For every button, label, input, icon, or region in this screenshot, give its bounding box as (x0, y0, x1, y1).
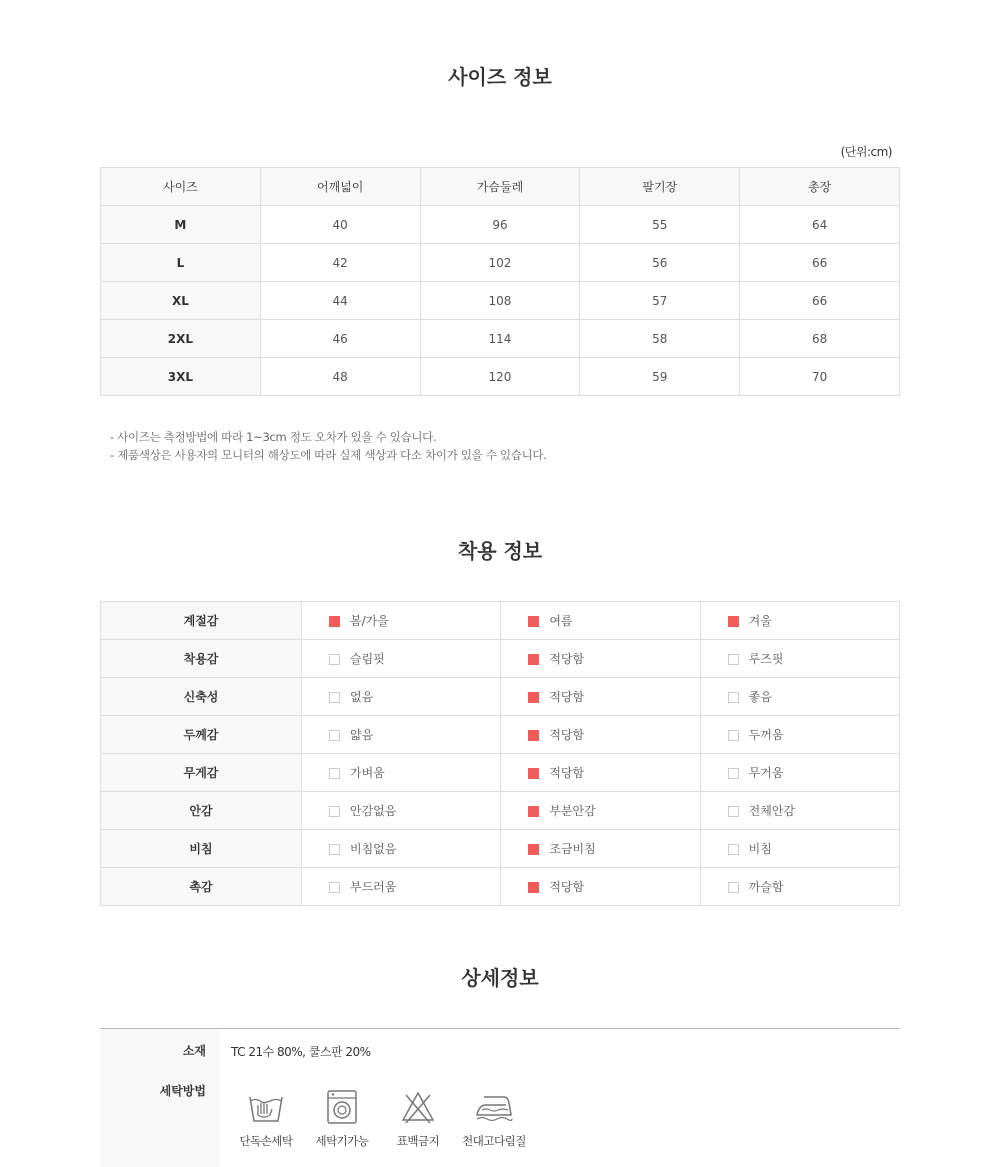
size-row (101, 320, 900, 358)
fit-option (700, 830, 899, 868)
fit-option (302, 868, 501, 906)
size-cell: 59 (580, 358, 740, 396)
wash-item-label: 표백금지 (396, 1134, 440, 1148)
fit-option-label: 없음 (350, 690, 374, 704)
size-row (101, 244, 900, 282)
size-cell: 44 (260, 282, 420, 320)
unchecked-box-icon (728, 806, 739, 817)
no-bleach-icon (400, 1089, 436, 1125)
fit-option-label: 부분안감 (549, 804, 596, 818)
wash-item-label: 천대고다림질 (462, 1134, 526, 1148)
size-cell: 55 (580, 206, 740, 244)
fit-option-label: 까슬함 (748, 880, 784, 894)
fit-option (302, 792, 501, 830)
fit-row-label: 계절감 (101, 602, 302, 640)
iron-cloth-icon (474, 1089, 514, 1125)
size-header-length: 총장 (740, 168, 900, 206)
fit-option-label: 무거움 (748, 766, 784, 780)
size-cell: 96 (420, 206, 580, 244)
fit-option (302, 830, 501, 868)
unchecked-box-icon (728, 654, 739, 665)
checked-box-icon (528, 692, 539, 703)
fit-option-label: 루즈핏 (748, 652, 784, 666)
fit-option-label: 적당함 (549, 690, 585, 704)
fit-option-label: 전체안감 (748, 804, 796, 818)
unchecked-box-icon (329, 844, 340, 855)
fit-option-label: 적당함 (549, 880, 585, 894)
wash-label: 세탁방법 (159, 1084, 206, 1098)
unchecked-box-icon (329, 882, 340, 893)
size-label: XL (101, 282, 261, 320)
size-cell: 66 (740, 282, 900, 320)
fit-option-label: 두꺼움 (748, 728, 784, 742)
fit-option (700, 678, 899, 716)
fit-option (700, 640, 899, 678)
fit-table (100, 601, 900, 906)
fit-row (101, 678, 900, 716)
size-table (100, 167, 900, 396)
fit-option (501, 868, 700, 906)
fit-row-label: 촉감 (101, 868, 302, 906)
wash-item-label: 세탁기가능 (315, 1134, 369, 1148)
fit-row-label: 안감 (101, 792, 302, 830)
size-cell: 102 (420, 244, 580, 282)
unchecked-box-icon (329, 768, 340, 779)
fit-row (101, 716, 900, 754)
fit-row-label: 비침 (101, 830, 302, 868)
material-label: 소재 (182, 1044, 206, 1058)
hand-wash-icon (248, 1089, 284, 1125)
fit-row-label: 착용감 (101, 640, 302, 678)
checked-box-icon (528, 882, 539, 893)
size-cell: 46 (260, 320, 420, 358)
fit-option-label: 여름 (549, 614, 573, 628)
checked-box-icon (528, 616, 539, 627)
fit-option-label: 비침 (748, 842, 772, 856)
size-cell: 108 (420, 282, 580, 320)
fit-option (700, 602, 899, 640)
unchecked-box-icon (728, 844, 739, 855)
size-cell: 57 (580, 282, 740, 320)
fit-option (501, 792, 700, 830)
unchecked-box-icon (329, 730, 340, 741)
size-note: - 사이즈는 측정방법에 따라 1~3cm 정도 오차가 있을 수 있습니다. (110, 430, 437, 444)
size-header-size: 사이즈 (101, 168, 261, 206)
fit-option (302, 716, 501, 754)
unchecked-box-icon (728, 692, 739, 703)
size-note: - 제품색상은 사용자의 모니터의 해상도에 따라 실제 색상과 다소 차이가 있을 수 있습니다. (110, 448, 547, 462)
size-cell: 40 (260, 206, 420, 244)
fit-row (101, 830, 900, 868)
size-notes (110, 428, 547, 464)
detail-info-title: 상세정보 (461, 966, 539, 990)
unchecked-box-icon (728, 882, 739, 893)
fit-option (501, 602, 700, 640)
fit-row (101, 868, 900, 906)
fit-option (501, 640, 700, 678)
fit-option (302, 754, 501, 792)
unchecked-box-icon (329, 692, 340, 703)
fit-option-label: 적당함 (549, 652, 585, 666)
size-label: 2XL (101, 320, 261, 358)
unchecked-box-icon (329, 654, 340, 665)
size-label: 3XL (101, 358, 261, 396)
size-cell: 114 (420, 320, 580, 358)
checked-box-icon (528, 730, 539, 741)
size-cell: 64 (740, 206, 900, 244)
fit-option (700, 716, 899, 754)
fit-option-label: 가벼움 (350, 766, 385, 780)
fit-info-title: 착용 정보 (457, 539, 543, 563)
size-table-header-row (101, 168, 900, 206)
fit-option (501, 716, 700, 754)
size-header-shoulder: 어깨넓이 (260, 168, 420, 206)
fit-option-label: 조금비침 (549, 842, 596, 856)
size-row (101, 206, 900, 244)
fit-option-label: 좋음 (748, 690, 772, 704)
wash-item-machine (302, 1089, 382, 1149)
size-header-sleeve: 팔기장 (580, 168, 740, 206)
size-cell: 66 (740, 244, 900, 282)
size-label: M (101, 206, 261, 244)
fit-option (501, 830, 700, 868)
fit-option-label: 안감없음 (350, 804, 397, 818)
fit-option (302, 678, 501, 716)
wash-item-no-bleach (378, 1089, 458, 1149)
size-info-title: 사이즈 정보 (448, 65, 552, 89)
checked-box-icon (528, 654, 539, 665)
fit-row (101, 640, 900, 678)
checked-box-icon (528, 806, 539, 817)
size-cell: 56 (580, 244, 740, 282)
fit-row-label: 무게감 (101, 754, 302, 792)
fit-option-label: 봄/가을 (350, 614, 389, 628)
size-cell: 120 (420, 358, 580, 396)
fit-option-label: 적당함 (549, 766, 585, 780)
fit-row (101, 792, 900, 830)
fit-option-label: 비침없음 (350, 842, 397, 856)
unit-label: (단위:cm) (840, 145, 892, 159)
fit-option (700, 754, 899, 792)
size-header-chest: 가슴둘레 (420, 168, 580, 206)
material-value: TC 21수 80%, 쿨스판 20% (231, 1045, 371, 1059)
fit-option (700, 868, 899, 906)
unchecked-box-icon (728, 768, 739, 779)
checked-box-icon (528, 768, 539, 779)
checked-box-icon (329, 616, 340, 627)
wash-item-hand-wash (226, 1089, 306, 1149)
fit-option (501, 678, 700, 716)
fit-option-label: 슬림핏 (350, 652, 385, 666)
fit-option (501, 754, 700, 792)
wash-item-label: 단독손세탁 (239, 1134, 293, 1148)
fit-row (101, 602, 900, 640)
size-row (101, 282, 900, 320)
fit-row-label: 신축성 (101, 678, 302, 716)
fit-option (302, 602, 501, 640)
size-cell: 68 (740, 320, 900, 358)
size-cell: 42 (260, 244, 420, 282)
checked-box-icon (528, 844, 539, 855)
fit-option-label: 얇음 (350, 728, 374, 742)
checked-box-icon (728, 616, 739, 627)
fit-row-label: 두께감 (101, 716, 302, 754)
fit-row (101, 754, 900, 792)
size-cell: 70 (740, 358, 900, 396)
detail-info-panel (100, 1028, 900, 1167)
fit-option-label: 겨울 (748, 614, 772, 628)
wash-item-iron (454, 1089, 534, 1149)
size-cell: 58 (580, 320, 740, 358)
fit-option-label: 적당함 (549, 728, 585, 742)
washing-machine-icon (324, 1089, 360, 1125)
unchecked-box-icon (329, 806, 340, 817)
unchecked-box-icon (728, 730, 739, 741)
fit-option (700, 792, 899, 830)
size-label: L (101, 244, 261, 282)
size-cell: 48 (260, 358, 420, 396)
fit-option (302, 640, 501, 678)
size-row (101, 358, 900, 396)
fit-option-label: 부드러움 (350, 880, 397, 894)
